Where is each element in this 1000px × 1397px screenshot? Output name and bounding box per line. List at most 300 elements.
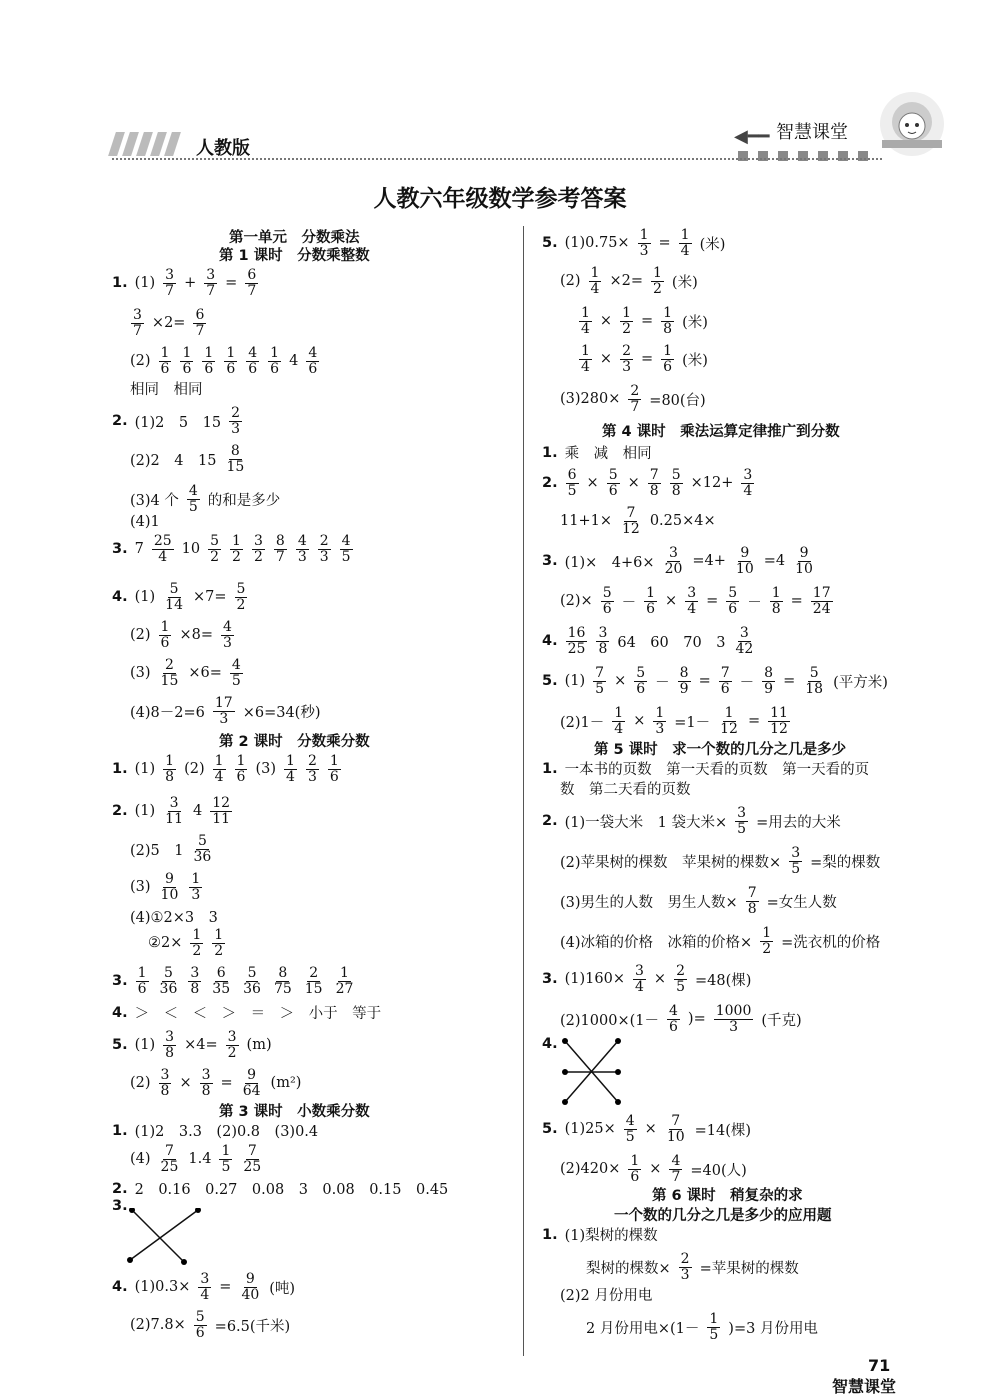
- answer-text: ×2=: [609, 273, 643, 290]
- answer-line: [112, 1178, 448, 1199]
- answer-line: [542, 1224, 658, 1245]
- girl-mascot-icon: [876, 88, 948, 160]
- fraction: $\frac{17}{24}$: [812, 585, 831, 617]
- answer-text: ×: [179, 1075, 192, 1092]
- question-number: 1.: [542, 444, 558, 461]
- answer-line: [130, 1144, 264, 1174]
- fraction: $\frac{2}{15}$: [304, 965, 323, 997]
- fraction: $\frac{2}{3}$: [680, 1251, 690, 1283]
- answer-text: (1): [134, 275, 156, 292]
- question-number: 4.: [112, 1279, 128, 1296]
- answer-line: [130, 1310, 290, 1340]
- answer-text: ×: [586, 475, 599, 492]
- fraction: $\frac{5}{18}$: [805, 665, 824, 697]
- answer-text: (平方米): [833, 674, 888, 691]
- answer-text: =女生人数: [766, 894, 837, 911]
- fraction: $\frac{1}{6}$: [182, 345, 192, 377]
- answer-text: =14(棵): [694, 1122, 752, 1139]
- answer-text: (2)1－: [560, 714, 605, 731]
- answer-text: =用去的大米: [756, 814, 841, 831]
- answer-line: [130, 308, 207, 338]
- answer-line: [542, 442, 652, 463]
- fraction: $\frac{1}{8}$: [663, 305, 673, 337]
- fraction: $\frac{8}{75}$: [273, 965, 292, 997]
- answer-text: (4)8－2=6: [130, 704, 205, 721]
- answer-line: [130, 1068, 301, 1098]
- fraction: $\frac{1}{5}$: [221, 1143, 231, 1175]
- fraction: $\frac{5}{6}$: [608, 467, 618, 499]
- answer-text: (米): [682, 314, 708, 331]
- question-number: 2.: [112, 1180, 128, 1197]
- answer-line: [560, 384, 706, 414]
- answer-text: +: [184, 275, 197, 292]
- answer-text: =6.5(千米): [214, 1318, 291, 1335]
- fraction: $\frac{3}{8}$: [598, 625, 608, 657]
- answer-line: [542, 1114, 751, 1144]
- answer-line: [130, 514, 160, 530]
- fraction: $\frac{4}{5}$: [231, 657, 241, 689]
- fraction: $\frac{3}{42}$: [735, 625, 754, 657]
- answer-text: (3): [255, 761, 277, 778]
- answer-line: [148, 928, 226, 958]
- fraction: $\frac{7}{8}$: [747, 885, 757, 917]
- answer-text: =: [706, 593, 719, 610]
- answer-line: [112, 1120, 318, 1141]
- question-number: 1.: [112, 1122, 128, 1139]
- answer-text: 梨树的棵数×: [586, 1260, 671, 1277]
- question-number: 2.: [112, 413, 128, 430]
- question-number: 1.: [112, 275, 128, 292]
- answer-text: ×: [665, 593, 678, 610]
- fraction: $\frac{2}{5}$: [676, 963, 685, 995]
- fraction: $\frac{2}{3}$: [319, 533, 329, 565]
- answer-text: (3): [130, 665, 151, 682]
- fraction: $\frac{1}{6}$: [160, 345, 170, 377]
- answer-line: [542, 546, 816, 576]
- answer-text: (1)25×: [564, 1121, 616, 1138]
- fraction: $\frac{3}{4}$: [743, 467, 753, 499]
- answer-text: )=: [687, 1011, 706, 1028]
- brand-label: 智慧课堂: [776, 122, 848, 143]
- fraction: $\frac{1}{12}$: [720, 705, 738, 737]
- answer-line: [130, 346, 320, 376]
- answer-text: (1)2 5 15: [134, 414, 222, 431]
- answer-text: ×: [599, 313, 613, 330]
- column-divider: [523, 226, 524, 1356]
- answer-text: (1)160×: [564, 971, 625, 988]
- answer-line: [542, 806, 841, 836]
- fraction: $\frac{1}{4}$: [590, 265, 600, 297]
- matching-diagram-left: [122, 1208, 212, 1268]
- fraction: $\frac{3}{4}$: [687, 585, 697, 617]
- fraction: $\frac{5}{8}$: [671, 467, 681, 499]
- answer-text: =: [658, 235, 671, 252]
- fraction: $\frac{1}{4}$: [581, 305, 590, 337]
- answer-text: －: [655, 674, 670, 691]
- section-heading: 一个数的几分之几是多少的应用题: [614, 1208, 832, 1224]
- fraction: $\frac{8}{7}$: [275, 533, 285, 565]
- fraction: $\frac{1}{8}$: [771, 585, 781, 617]
- fraction: $\frac{2}{3}$: [231, 405, 240, 437]
- fraction: $\frac{3}{2}$: [227, 1029, 237, 1061]
- fraction: $\frac{3}{8}$: [160, 1067, 170, 1099]
- answer-text: 11+1×: [560, 513, 612, 530]
- fraction: $\frac{6}{5}$: [567, 467, 577, 499]
- answer-text: (4)①2×3 3: [130, 910, 218, 926]
- answer-line: [112, 582, 248, 612]
- question-number: 5.: [542, 673, 558, 690]
- fraction: $\frac{1}{4}$: [286, 753, 295, 785]
- fraction: $\frac{3}{8}$: [165, 1029, 175, 1061]
- answer-text: (1)0.3×: [134, 1279, 191, 1296]
- answer-line: [130, 444, 247, 474]
- answer-line: [542, 626, 756, 656]
- answer-text: =: [225, 275, 238, 292]
- answer-text: 10: [181, 541, 201, 558]
- fraction: $\frac{1000}{3}$: [715, 1003, 752, 1035]
- question-number: 4.: [112, 1004, 128, 1021]
- answer-text: ×: [649, 1161, 662, 1178]
- answer-text: 的和是多少: [207, 492, 281, 509]
- answer-text: －: [747, 594, 762, 611]
- question-number: 1.: [112, 761, 128, 778]
- answer-text: =: [783, 673, 796, 690]
- fraction: $\frac{1}{6}$: [663, 343, 673, 375]
- fraction: $\frac{5}{2}$: [236, 581, 246, 613]
- answer-line: [112, 1272, 295, 1302]
- answer-text: ×6=34(秒): [242, 704, 321, 721]
- answer-text: ×12+: [690, 475, 734, 492]
- fraction: $\frac{1}{6}$: [329, 753, 339, 785]
- fraction: $\frac{6}{7}$: [195, 307, 205, 339]
- answer-text: (3)男生的人数 男生人数×: [560, 894, 738, 911]
- fraction: $\frac{1}{4}$: [680, 227, 690, 259]
- fraction: $\frac{6}{7}$: [247, 267, 257, 299]
- fraction: $\frac{6}{35}$: [212, 965, 231, 997]
- answer-text: (2): [130, 627, 151, 644]
- fraction: $\frac{9}{10}$: [795, 545, 813, 577]
- answer-text: (米): [682, 352, 708, 369]
- answer-text: )=3 月份用电: [728, 1320, 818, 1337]
- answer-text: =80(台): [649, 392, 706, 409]
- fraction: $\frac{2}{15}$: [160, 657, 179, 689]
- answer-text: (2)7.8×: [130, 1317, 186, 1334]
- fraction: $\frac{4}{6}$: [668, 1003, 678, 1035]
- fraction: $\frac{7}{10}$: [666, 1113, 685, 1145]
- answer-text: =1－: [674, 714, 711, 731]
- answer-text: =: [747, 713, 761, 730]
- answer-line: [112, 1030, 272, 1060]
- answer-text: 7: [134, 541, 144, 558]
- answer-text: (4)冰箱的价格 冰箱的价格×: [560, 934, 753, 951]
- section-heading: 第 5 课时 求一个数的几分之几是多少: [594, 742, 847, 758]
- answer-line: [130, 620, 235, 650]
- fraction: $\frac{1}{3}$: [191, 871, 201, 903]
- answer-line: [542, 1036, 558, 1052]
- answer-line: [542, 228, 725, 258]
- answer-text: 4: [289, 353, 299, 370]
- answer-line: [586, 1252, 799, 1282]
- fraction: $\frac{5}{6}$: [636, 665, 646, 697]
- section-heading: 第 6 课时 稍复杂的求: [652, 1188, 803, 1204]
- answer-line: [560, 1154, 747, 1184]
- question-number: 5.: [542, 235, 558, 252]
- fraction: $\frac{3}{4}$: [200, 1271, 210, 1303]
- answer-line: [112, 966, 356, 996]
- answer-text: =洗衣机的价格: [781, 934, 881, 951]
- fraction: $\frac{5}{2}$: [210, 533, 220, 565]
- answer-line: [130, 658, 244, 688]
- answer-text: ×2=: [151, 315, 186, 332]
- answer-text: ×8=: [179, 627, 213, 644]
- fraction: $\frac{4}{5}$: [625, 1113, 635, 1145]
- answer-text: (2): [130, 353, 151, 370]
- fraction: $\frac{8}{9}$: [764, 665, 774, 697]
- answer-line: [560, 1284, 652, 1305]
- answer-text: (千克): [761, 1012, 802, 1029]
- answer-text: 相同 相同: [130, 382, 203, 398]
- answer-text: 0.25×4×: [649, 513, 716, 530]
- answer-text: ×: [599, 351, 613, 368]
- fraction: $\frac{4}{5}$: [188, 483, 198, 515]
- answer-text: ×7=: [192, 589, 227, 606]
- fraction: $\frac{5}{6}$: [602, 585, 612, 617]
- fraction: $\frac{8}{15}$: [226, 443, 245, 475]
- answer-text: =4+: [692, 553, 726, 570]
- fraction: $\frac{7}{25}$: [243, 1143, 262, 1175]
- question-number: 3.: [112, 973, 128, 990]
- question-number: 1.: [542, 760, 558, 777]
- question-number: 4.: [112, 589, 128, 606]
- answer-text: (2): [130, 1075, 151, 1092]
- fraction: $\frac{12}{11}$: [212, 795, 231, 827]
- answer-text: (4)1: [130, 514, 160, 530]
- question-number: 2.: [542, 475, 558, 492]
- answer-text: ×6=: [188, 665, 222, 682]
- answer-line: [560, 778, 691, 799]
- answer-line: [112, 534, 354, 564]
- answer-text: (1): [134, 589, 156, 606]
- answer-text: (2)×: [560, 593, 593, 610]
- answer-line: [560, 706, 791, 736]
- answer-text: (2)2 月份用电: [560, 1288, 653, 1304]
- fraction: $\frac{5}{6}$: [195, 1309, 205, 1341]
- answer-text: =: [698, 673, 711, 690]
- fraction: $\frac{3}{7}$: [133, 307, 142, 339]
- answer-text: (1): [564, 673, 586, 690]
- fraction: $\frac{2}{3}$: [307, 753, 317, 785]
- answer-text: (1)0.75×: [564, 235, 630, 252]
- answer-text: =梨的棵数: [810, 854, 881, 871]
- fraction: $\frac{1}{6}$: [160, 619, 170, 651]
- fraction: $\frac{1}{27}$: [335, 965, 354, 997]
- answer-text: (m²): [270, 1075, 302, 1092]
- answer-text: 1.4: [188, 1151, 212, 1168]
- edition-label: 人教版: [196, 138, 250, 159]
- fraction: $\frac{1}{8}$: [165, 753, 175, 785]
- answer-line: [542, 666, 888, 696]
- fraction: $\frac{4}{7}$: [671, 1153, 681, 1185]
- answer-text: (2)1000×(1－: [560, 1012, 659, 1029]
- fraction: $\frac{17}{3}$: [214, 695, 233, 727]
- answer-line: [560, 926, 880, 956]
- fraction: $\frac{1}{6}$: [204, 345, 214, 377]
- header-stripes-icon: [112, 132, 182, 160]
- answer-text: (m): [246, 1037, 272, 1054]
- header-rule: [112, 158, 882, 160]
- answer-text: 2 0.16 0.27 0.08 3 0.08 0.15 0.45: [134, 1182, 449, 1198]
- answer-text: 2 月份用电×(1－: [586, 1320, 700, 1337]
- answer-line: [560, 506, 716, 536]
- fraction: $\frac{1}{6}$: [270, 345, 280, 377]
- fraction: $\frac{5}{36}$: [193, 833, 212, 865]
- fraction: $\frac{1}{6}$: [226, 345, 236, 377]
- fraction: $\frac{4}{3}$: [223, 619, 232, 651]
- answer-text: ×4=: [184, 1037, 218, 1054]
- fraction: $\frac{1}{3}$: [655, 705, 665, 737]
- answer-text: (吨): [269, 1280, 296, 1297]
- fraction: $\frac{3}{8}$: [190, 965, 200, 997]
- answer-line: [112, 268, 259, 298]
- answer-text: =: [790, 593, 803, 610]
- section-heading: 第 2 课时 分数乘分数: [219, 734, 370, 750]
- fraction: $\frac{5}{6}$: [728, 585, 738, 617]
- question-number: 3.: [112, 1198, 128, 1214]
- header-dots-icon: [738, 146, 878, 165]
- answer-text: (3)280×: [560, 391, 621, 408]
- question-number: 3.: [542, 971, 558, 988]
- fraction: $\frac{8}{9}$: [679, 665, 689, 697]
- fraction: $\frac{5}{14}$: [165, 581, 183, 613]
- fraction: $\frac{5}{36}$: [243, 965, 261, 997]
- answer-text: (米): [699, 236, 726, 253]
- fraction: $\frac{2}{7}$: [630, 383, 640, 415]
- answer-text: ＞ ＜ ＜ ＞ ＝ ＞ 小于 等于: [134, 1006, 382, 1022]
- answer-text: =: [219, 1279, 232, 1296]
- answer-line: [112, 1002, 381, 1023]
- fraction: $\frac{1}{2}$: [653, 265, 662, 297]
- fraction: $\frac{1}{2}$: [232, 533, 241, 565]
- fraction: $\frac{1}{6}$: [236, 753, 246, 785]
- answer-text: ×: [614, 673, 627, 690]
- matching-diagram-right: [560, 1036, 624, 1108]
- answer-text: =48(棵): [694, 972, 752, 989]
- fraction: $\frac{4}{6}$: [248, 345, 258, 377]
- fraction: $\frac{1}{2}$: [622, 305, 631, 337]
- fraction: $\frac{7}{5}$: [595, 665, 605, 697]
- fraction: $\frac{9}{10}$: [735, 545, 754, 577]
- answer-text: =40(人): [690, 1162, 747, 1179]
- answer-line: [542, 758, 869, 779]
- answer-text: 一本书的页数 第一天看的页数 第一天看的页: [564, 762, 870, 778]
- answer-line: [578, 306, 708, 336]
- fraction: $\frac{3}{20}$: [664, 545, 683, 577]
- fraction: $\frac{9}{40}$: [241, 1271, 260, 1303]
- answer-text: (4): [130, 1151, 151, 1168]
- answer-text: =4: [763, 553, 786, 570]
- answer-line: [112, 406, 243, 436]
- answer-text: 数 第二天看的页数: [560, 782, 691, 798]
- answer-text: (2)5 1: [130, 842, 184, 859]
- arrow-left-icon: ◀━━: [734, 126, 770, 147]
- fraction: $\frac{3}{7}$: [165, 267, 175, 299]
- fraction: $\frac{25}{4}$: [153, 533, 172, 565]
- fraction: $\frac{1}{4}$: [614, 705, 624, 737]
- section-heading: 第 1 课时 分数乘整数: [219, 248, 370, 264]
- answer-text: =: [220, 1075, 233, 1092]
- fraction: $\frac{4}{5}$: [341, 533, 351, 565]
- answer-text: ×: [644, 1121, 657, 1138]
- answer-line: [130, 696, 321, 726]
- question-number: 2.: [112, 803, 128, 820]
- fraction: $\frac{1}{6}$: [646, 585, 656, 617]
- answer-line: [560, 1004, 802, 1034]
- fraction: $\frac{3}{11}$: [165, 795, 183, 827]
- question-number: 3.: [112, 541, 128, 558]
- answer-text: (2): [560, 273, 581, 290]
- fraction: $\frac{3}{4}$: [634, 963, 644, 995]
- fraction: $\frac{2}{3}$: [622, 343, 631, 375]
- fraction: $\frac{1}{3}$: [639, 227, 649, 259]
- answer-line: [560, 846, 880, 876]
- answer-text: －: [621, 594, 637, 611]
- fraction: $\frac{9}{64}$: [242, 1067, 261, 1099]
- fraction: $\frac{5}{36}$: [159, 965, 178, 997]
- answer-text: －: [739, 674, 755, 691]
- answer-line: [130, 872, 203, 902]
- answer-text: 4: [192, 803, 203, 820]
- fraction: $\frac{1}{6}$: [137, 965, 147, 997]
- fraction: $\frac{7}{6}$: [720, 665, 730, 697]
- section-heading: 第 4 课时 乘法运算定律推广到分数: [602, 424, 840, 440]
- fraction: $\frac{7}{8}$: [649, 467, 659, 499]
- answer-text: ×: [633, 713, 646, 730]
- footer-brand: 智慧课堂: [832, 1377, 897, 1396]
- fraction: $\frac{9}{10}$: [160, 871, 179, 903]
- answer-text: (米): [671, 274, 698, 291]
- answer-text: (1): [134, 1037, 156, 1054]
- fraction: $\frac{4}{6}$: [308, 345, 318, 377]
- question-number: 3.: [542, 553, 558, 570]
- answer-line: [560, 886, 837, 916]
- answer-line: [112, 796, 233, 826]
- page-title: 人教六年级数学参考答案: [373, 186, 627, 212]
- fraction: $\frac{3}{7}$: [206, 267, 216, 299]
- answer-line: [542, 468, 755, 498]
- fraction: $\frac{7}{25}$: [160, 1143, 179, 1175]
- question-number: 4.: [542, 633, 558, 650]
- answer-text: (1): [134, 803, 156, 820]
- question-number: 5.: [112, 1037, 128, 1054]
- question-number: 5.: [542, 1121, 558, 1138]
- fraction: $\frac{1}{4}$: [214, 753, 224, 785]
- answer-text: =苹果树的棵数: [699, 1260, 799, 1277]
- answer-text: =: [641, 351, 654, 368]
- fraction: $\frac{1}{2}$: [214, 927, 224, 959]
- fraction: $\frac{1}{6}$: [630, 1153, 640, 1185]
- fraction: $\frac{1}{5}$: [709, 1311, 719, 1343]
- answer-text: (1): [134, 761, 156, 778]
- fraction: $\frac{7}{12}$: [621, 505, 640, 537]
- answer-line: [578, 344, 708, 374]
- question-number: 1.: [542, 1226, 558, 1243]
- answer-text: (2)420×: [560, 1161, 621, 1178]
- fraction: $\frac{1}{2}$: [192, 927, 202, 959]
- answer-line: [130, 378, 203, 399]
- answer-line: [130, 906, 218, 927]
- answer-text: (1)2 3.3 (2)0.8 (3)0.4: [134, 1124, 319, 1140]
- page-number: 71: [868, 1356, 891, 1375]
